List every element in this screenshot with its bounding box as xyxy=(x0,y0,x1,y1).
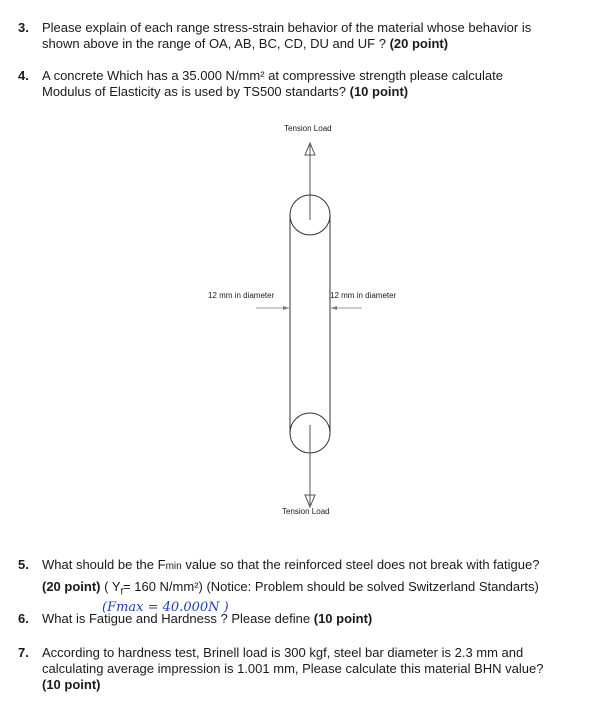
question-7-points: (10 point) xyxy=(42,677,101,692)
question-5-yf-sub: f xyxy=(120,586,124,597)
question-5-yf-b: = 160 N/mm²) (Notice: Problem should be solved Switzerland Standarts) xyxy=(123,579,539,594)
left-arrowhead-icon xyxy=(283,306,289,310)
question-5-text-a: What should be the F xyxy=(42,557,166,572)
question-4-line1: A concrete Which has a 35.000 N/mm² at compressive strength please calculate xyxy=(42,68,503,83)
tension-specimen-diagram xyxy=(0,115,612,525)
right-arrowhead-icon xyxy=(331,306,337,310)
question-6-line1: What is Fatigue and Hardness ? Please define xyxy=(42,611,311,626)
question-7-line2: calculating average impression is 1.001 mm, Please calculate this material BHN value? xyxy=(42,661,544,676)
question-5-number: 5. xyxy=(18,557,29,572)
left-diameter-label: 12 mm in diameter xyxy=(208,291,275,300)
specimen-svg xyxy=(0,115,612,525)
question-5-fmin-sub: min xyxy=(165,561,182,572)
specimen-body xyxy=(290,215,330,435)
question-3-points: (20 point) xyxy=(389,36,449,51)
question-5-yf-a: ( Y xyxy=(104,579,121,594)
question-4-line2: Modulus of Elasticity as is used by TS500 standarts? xyxy=(42,84,346,99)
question-3-line2: shown above in the range of OA, AB, BC, CD, DU and UF ? xyxy=(42,36,386,51)
question-6-points: (10 point) xyxy=(313,611,373,626)
question-4-points: (10 point) xyxy=(349,84,409,99)
question-3-number: 3. xyxy=(18,20,29,35)
question-5-text-b: value so that the reinforced steel does not break with fatigue? xyxy=(181,557,540,572)
question-5-points: (20 point) xyxy=(42,579,101,594)
bottom-tension-label: Tension Load xyxy=(282,507,330,516)
question-7-line1: According to hardness test, Brinell load is 300 kgf, steel bar diameter is 2.3 mm and xyxy=(42,645,524,660)
question-4-number: 4. xyxy=(18,68,29,83)
question-7-number: 7. xyxy=(18,645,29,660)
top-tension-label: Tension Load xyxy=(284,124,332,133)
question-6-number: 6. xyxy=(18,611,29,626)
handwritten-fmax-note: (Fmax = 40.000N ) xyxy=(102,599,229,615)
right-diameter-label: 12 mm in diameter xyxy=(330,291,397,300)
question-3-line1: Please explain of each range stress-strain behavior of the material whose behavior is xyxy=(42,20,532,35)
